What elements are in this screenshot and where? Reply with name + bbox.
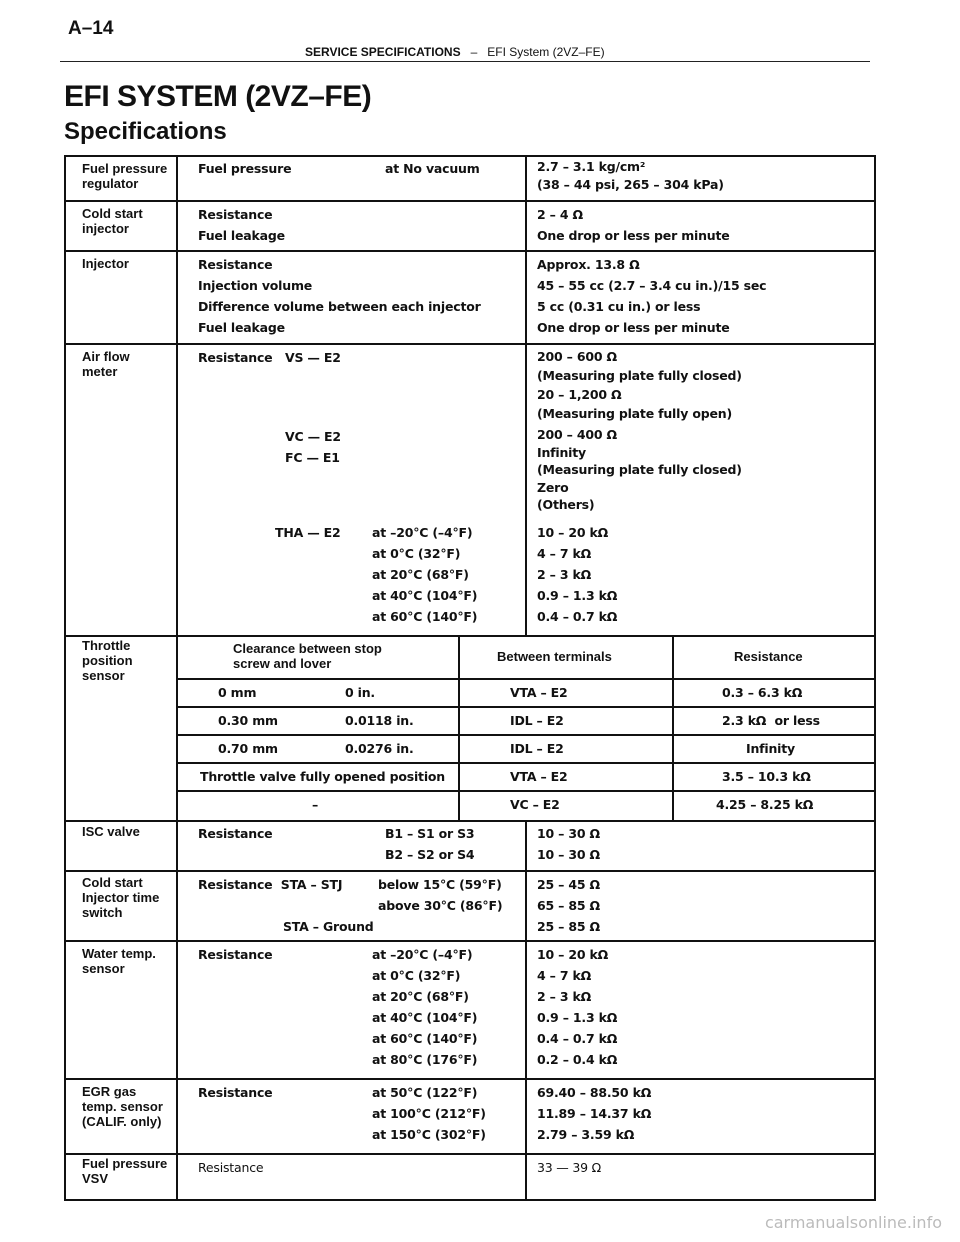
egr-temp-item: Resistance [198, 1085, 273, 1100]
row-divider [64, 870, 876, 872]
cold-start-time-switch-item: Resistance STA – STJ [198, 877, 343, 892]
fuel-pressure-item: Fuel pressure [198, 161, 292, 176]
row-divider [64, 635, 876, 637]
cold-start-time-switch-values: 25 – 45 Ω 65 – 85 Ω 25 – 85 Ω [537, 877, 600, 934]
tps-row-mm: Throttle valve fully opened position [200, 769, 445, 784]
section-title: SERVICE SPECIFICATIONS [305, 45, 461, 59]
row-divider [64, 250, 876, 252]
running-header [305, 45, 605, 59]
tps-row-divider [176, 734, 876, 736]
tps-header-resistance: Resistance [734, 649, 803, 664]
page-subtitle: Specifications [64, 118, 227, 145]
tps-row-divider [176, 762, 876, 764]
row-divider [64, 940, 876, 942]
tps-row-terminals: IDL – E2 [510, 741, 564, 756]
air-flow-terminals-tha: THA — E2 [275, 525, 341, 540]
tps-row-divider [176, 706, 876, 708]
tps-row-mm: 0.30 mm [218, 713, 278, 728]
page-title: EFI SYSTEM (2VZ–FE) [64, 80, 372, 113]
fuel-pressure-value: 2.7 – 3.1 kg/cm² (38 – 44 psi, 265 – 304 kPa) [537, 159, 724, 192]
tps-row-resistance: 0.3 – 6.3 kΩ [722, 685, 803, 700]
tps-row-resistance: 2.3 kΩ or less [722, 713, 820, 728]
air-flow-terminals-vc-fc: VC — E2 FC — E1 [285, 429, 341, 465]
value-column-divider-lower [525, 820, 527, 1201]
watermark: carmanualsonline.info [764, 1213, 942, 1232]
injector-label: Injector [82, 256, 129, 271]
tps-row-mm: – [312, 797, 319, 812]
air-flow-meter-label: Air flow meter [82, 349, 130, 379]
air-flow-values-tha: 10 – 20 kΩ 4 – 7 kΩ 2 – 3 kΩ 0.9 – 1.3 kΩ 0.4 – 0.7 kΩ [537, 525, 618, 624]
row-divider [64, 820, 876, 822]
tps-divider [458, 635, 460, 820]
cold-start-injector-time-switch-label: Cold start Injector time switch [82, 875, 160, 920]
tps-row-terminals: IDL – E2 [510, 713, 564, 728]
cold-start-time-switch-conditions: below 15°C (59°F) above 30°C (86°F) [378, 877, 503, 913]
isc-valve-item: Resistance [198, 826, 273, 841]
water-temp-values: 10 – 20 kΩ 4 – 7 kΩ 2 – 3 kΩ 0.9 – 1.3 kΩ 0.4 – 0.7 kΩ 0.2 – 0.4 kΩ [537, 947, 618, 1067]
fuel-pressure-vsv-values: 33 — 39 Ω [537, 1160, 601, 1175]
tps-row-divider [176, 678, 876, 680]
cold-start-time-switch-item2: STA – Ground [283, 919, 374, 934]
air-flow-item: Resistance [198, 350, 273, 365]
air-flow-values-vc-fc: 200 – 400 Ω Infinity (Measuring plate fully closed) Zero (Others) [537, 427, 742, 513]
tps-header-clearance: Clearance between stop screw and lover [233, 641, 382, 671]
label-column-divider [176, 155, 178, 635]
air-flow-terminals-vs: VS — E2 [285, 350, 341, 365]
cold-start-injector-values: 2 – 4 Ω One drop or less per minute [537, 207, 730, 243]
header-rule [60, 61, 870, 62]
tps-row-in: 0 in. [345, 685, 375, 700]
isc-valve-label: ISC valve [82, 824, 140, 839]
row-divider [64, 1153, 876, 1155]
row-divider [64, 1078, 876, 1080]
tps-row-resistance: 3.5 – 10.3 kΩ [722, 769, 811, 784]
row-divider [64, 200, 876, 202]
tps-row-terminals: VTA – E2 [510, 769, 568, 784]
row-divider [64, 343, 876, 345]
label-column-divider-lower [176, 820, 178, 1201]
cold-start-injector-label: Cold start injector [82, 206, 143, 236]
water-temp-item: Resistance [198, 947, 273, 962]
injector-values: Approx. 13.8 Ω 45 – 55 cc (2.7 – 3.4 cu in.)/15 sec 5 cc (0.31 cu in.) or less One drop or less per minute [537, 257, 767, 335]
egr-temp-values: 69.40 – 88.50 kΩ 11.89 – 14.37 kΩ 2.79 – 3.59 kΩ [537, 1085, 652, 1142]
tps-header-terminals: Between terminals [497, 649, 612, 664]
tps-divider [176, 635, 178, 820]
egr-gas-temp-sensor-label: EGR gas temp. sensor (CALIF. only) [82, 1084, 163, 1129]
tps-row-terminals: VTA – E2 [510, 685, 568, 700]
value-column-divider [525, 155, 527, 635]
egr-temp-temps: at 50°C (122°F) at 100°C (212°F) at 150°C (302°F) [372, 1085, 486, 1142]
water-temp-temps: at –20°C (–4°F) at 0°C (32°F) at 20°C (68°F) at 40°C (104°F) at 60°C (140°F) at 80°C (176°F) [372, 947, 478, 1067]
fuel-pressure-vsv-item: Resistance [198, 1160, 264, 1175]
isc-valve-terminals: B1 – S1 or S3 B2 – S2 or S4 [385, 826, 475, 862]
tps-row-in: 0.0276 in. [345, 741, 414, 756]
throttle-position-sensor-label: Throttle position sensor [82, 638, 133, 683]
fuel-pressure-vsv-label: Fuel pressure VSV [82, 1156, 168, 1186]
tps-row-mm: 0.70 mm [218, 741, 278, 756]
cold-start-injector-items: Resistance Fuel leakage [198, 207, 285, 243]
subsection-title: EFI System (2VZ–FE) [487, 45, 605, 59]
tps-row-resistance: Infinity [746, 741, 795, 756]
tps-row-in: 0.0118 in. [345, 713, 414, 728]
water-temp-sensor-label: Water temp. sensor [82, 946, 156, 976]
air-flow-temps: at –20°C (–4°F) at 0°C (32°F) at 20°C (68°F) at 40°C (104°F) at 60°C (140°F) [372, 525, 478, 624]
fuel-pressure-condition: at No vacuum [385, 161, 480, 176]
tps-row-divider [176, 790, 876, 792]
tps-row-terminals: VC – E2 [510, 797, 560, 812]
fuel-pressure-regulator-label: Fuel pressure regulator [82, 161, 168, 191]
injector-items: Resistance Injection volume Difference volume between each injector Fuel leakage [198, 257, 481, 335]
tps-row-mm: 0 mm [218, 685, 257, 700]
tps-row-resistance: 4.25 – 8.25 kΩ [716, 797, 814, 812]
header-separator: – [470, 45, 478, 59]
isc-valve-values: 10 – 30 Ω 10 – 30 Ω [537, 826, 600, 862]
air-flow-values-vs: 200 – 600 Ω (Measuring plate fully closed) 20 – 1,200 Ω (Measuring plate fully open) [537, 349, 742, 421]
page-number: A–14 [68, 18, 114, 39]
tps-divider [672, 635, 674, 820]
